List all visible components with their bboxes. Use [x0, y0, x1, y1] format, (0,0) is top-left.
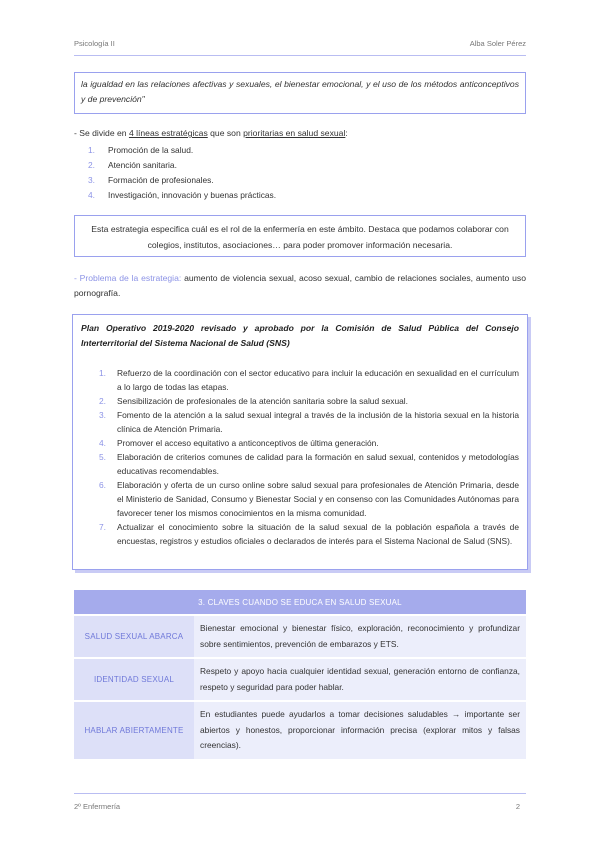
- header-author: Alba Soler Pérez: [469, 39, 526, 48]
- footer-divider: [74, 793, 526, 794]
- list-item: 1. Promoción de la salud.: [88, 145, 194, 155]
- table-row: [74, 702, 526, 759]
- operational-plan-box: [72, 314, 528, 570]
- page-number: 2: [515, 802, 520, 811]
- table-key: HABLAR ABIERTAMENTE: [74, 702, 194, 759]
- list-item: 3. Fomento de la atención a la salud sexual integral a través de la inclusión de la historia sexual en la historia clínica de Atención Primaria.: [99, 410, 519, 434]
- quote-box: la igualdad en las relaciones afectivas y sexuales, el bienestar emocional, y el uso de los métodos anticonceptivos y de prevención": [74, 72, 526, 114]
- table-title: 3. CLAVES CUANDO SE EDUCA EN SALUD SEXUAL: [74, 590, 526, 614]
- table-row: [74, 659, 526, 700]
- list-item: 2. Atención sanitaria.: [88, 160, 177, 171]
- plan-title: Plan Operativo 2019-2020 revisado y aprobado por la Comisión de Salud Pública del Consejo Interterritorial del Sistema Nacional de Salud (SNS): [81, 323, 519, 348]
- nursing-role-box: Esta estrategia especifica cuál es el rol de la enfermería en este ámbito. Destaca que podamos colaborar con colegios, institutos, asociaciones… para poder promover información necesaria.: [74, 215, 526, 257]
- list-item: 4. Promover el acceso equitativo a anticonceptivos de última generación.: [99, 438, 379, 448]
- list-item: 4. Investigación, innovación y buenas prácticas.: [88, 190, 277, 201]
- underlined-strategic-lines: 4 líneas estratégicas: [128, 128, 208, 138]
- plan-list: [81, 366, 519, 548]
- table-value: Bienestar emocional y bienestar físico, exploración, reconocimiento y profundizar sobre sentimientos, prevención de embarazos y ETS.: [194, 616, 526, 657]
- keys-table: [74, 588, 526, 761]
- table-value: Respeto y apoyo hacia cualquier identidad sexual, generación entorno de confianza, respeto y seguridad para poder hablar.: [194, 659, 526, 700]
- list-item: 2. Sensibilización de profesionales de la atención sanitaria sobre la salud sexual.: [99, 396, 408, 406]
- header-course: Psicología II: [74, 39, 115, 48]
- strategic-lines-list: [88, 143, 276, 203]
- footer-course: 2º Enfermería: [74, 802, 121, 811]
- strategy-problem: - Problema de la estrategia: aumento de violencia sexual, acoso sexual, cambio de relaciones sociales, aumento uso pornografía.: [74, 273, 526, 298]
- list-item: 7. Actualizar el conocimiento sobre la situación de la salud sexual de la población española a través de encuestas, registros y estudios oficiales o declarados de interés para el Sistema Nacional de Salud (SNS).: [99, 522, 519, 546]
- list-item: 6. Elaboración y oferta de un curso online sobre salud sexual para profesionales de Atención Primaria, desde el Ministerio de Sanidad, Consumo y Bienestar Social y en consenso con las Comunidades Autónomas para favorecer tener los mismos conocimientos en la misma comunidad.: [99, 480, 519, 518]
- list-item: 3. Formación de profesionales.: [88, 175, 214, 186]
- header-divider: [74, 55, 526, 56]
- problem-label: - Problema de la estrategia:: [74, 273, 182, 283]
- underlined-priorities: prioritarias en salud sexual: [243, 128, 346, 138]
- table-key: SALUD SEXUAL ABARCA: [74, 616, 194, 657]
- table-header-row: [74, 590, 526, 614]
- list-item: 1. Refuerzo de la coordinación con el sector educativo para incluir la educación en sexualidad en el currículum a lo largo de todas las etapas.: [99, 368, 519, 392]
- list-item: 5. Elaboración de criterios comunes de calidad para la formación en salud sexual, contenidos y metodologías educativas recomendables.: [99, 452, 519, 476]
- table-value: En estudiantes puede ayudarlos a tomar decisiones saludables → importante ser abiertos y honestos, proporcionar información precisa (explorar mitos y falsas creencias).: [194, 702, 526, 759]
- table-key: IDENTIDAD SEXUAL: [74, 659, 194, 700]
- table-row: [74, 616, 526, 657]
- lines-intro: - Se divide en 4 líneas estratégicas que son prioritarias en salud sexual:: [74, 128, 348, 138]
